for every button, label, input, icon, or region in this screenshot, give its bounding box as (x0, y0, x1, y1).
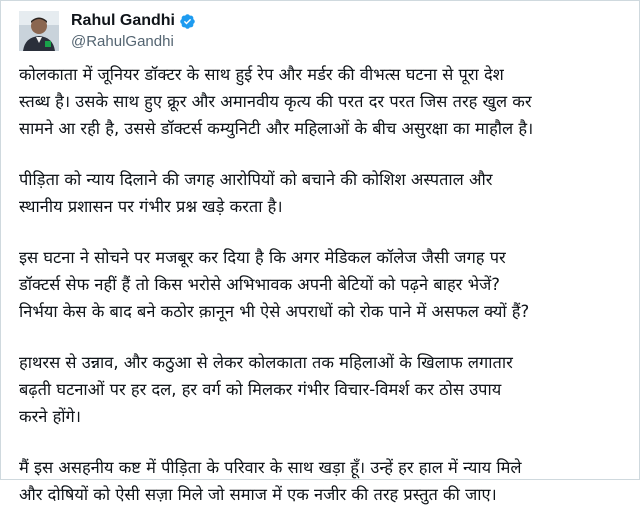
text-line: डॉक्टर्स सेफ नहीं हैं तो किस भरोसे अभिभावक अपनी बेटियों को पढ़ने बाहर भेजें? (19, 275, 500, 294)
text-line: कोलकाता में जूनियर डॉक्टर के साथ हुई रेप और मर्डर की वीभत्स घटना से पूरा देश (19, 65, 504, 84)
text-line: हाथरस से उन्नाव, और कठुआ से लेकर कोलकाता तक महिलाओं के खिलाफ लगातार (19, 353, 513, 372)
avatar[interactable] (19, 11, 59, 51)
text-line: करने होंगे। (19, 407, 81, 426)
tweet-paragraph-4 (19, 349, 631, 430)
text-line: पीड़िता को न्याय दिलाने की जगह आरोपियों को बचाने की कोशिश अस्पताल और (19, 170, 493, 189)
tweet-paragraph-2 (19, 166, 631, 220)
profile-photo-icon (19, 11, 59, 51)
tweet-paragraph-3 (19, 244, 631, 325)
text-line: सामने आ रही है, उससे डॉक्टर्स कम्युनिटी और महिलाओं के बीच असुरक्षा का माहौल है। (19, 119, 534, 138)
author-handle[interactable]: @RahulGandhi (71, 32, 174, 50)
name-row (71, 11, 196, 32)
text-line: मैं इस असहनीय कष्ट में पीड़िता के परिवार के साथ खड़ा हूँ। उन्हें हर हाल में न्याय मिले (19, 458, 522, 477)
tweet-paragraph-5 (19, 454, 631, 508)
tweet-header (19, 9, 196, 53)
text-line: स्तब्ध है। उसके साथ हुए क्रूर और अमानवीय कृत्य की परत दर परत जिस तरह खुल कर (19, 92, 532, 111)
text-line: इस घटना ने सोचने पर मजबूर कर दिया है कि अगर मेडिकल कॉलेज जैसी जगह पर (19, 248, 506, 267)
text-line: निर्भया केस के बाद बने कठोर क़ानून भी ऐसे अपराधों को रोक पाने में असफल क्यों हैं? (19, 302, 530, 321)
tweet-paragraph-1 (19, 61, 631, 142)
text-line: और दोषियों को ऐसी सज़ा मिले जो समाज में एक नजीर की तरह प्रस्तुत की जाए। (19, 485, 497, 504)
text-line: बढ़ती घटनाओं पर हर दल, हर वर्ग को मिलकर गंभीर विचार-विमर्श कर ठोस उपाय (19, 380, 502, 399)
author-names (71, 11, 196, 52)
text-line: स्थानीय प्रशासन पर गंभीर प्रश्न खड़े करता है। (19, 197, 283, 216)
tweet-text (19, 61, 631, 532)
verified-badge-icon (179, 13, 196, 30)
display-name[interactable]: Rahul Gandhi (71, 12, 175, 29)
